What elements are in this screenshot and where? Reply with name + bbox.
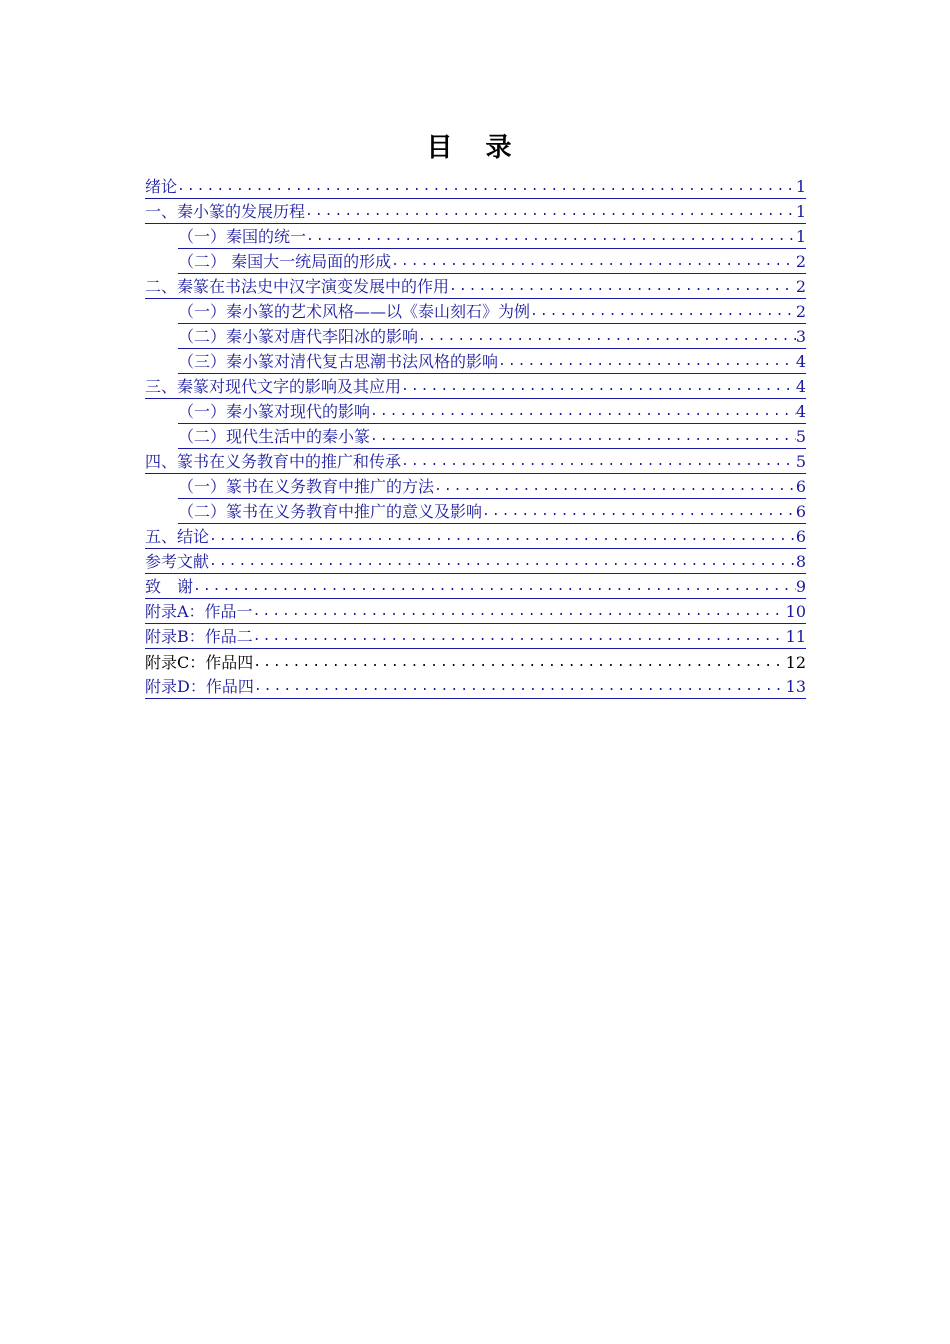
toc-entry-label: （二）篆书在义务教育中推广的意义及影响 [178, 502, 482, 524]
toc-entry[interactable] [145, 399, 806, 424]
toc-entry-label: 三、秦篆对现代文字的影响及其应用 [145, 377, 401, 399]
toc-entry[interactable] [145, 299, 806, 324]
toc-entry-label: （一）篆书在义务教育中推广的方法 [178, 477, 434, 499]
toc-dot-leader [498, 352, 796, 374]
toc-page-number: 9 [796, 577, 806, 599]
toc-dot-leader [305, 202, 796, 224]
toc-entry[interactable] [145, 599, 806, 624]
toc-dot-leader [254, 677, 786, 699]
toc-entry-label: 绪论 [145, 177, 177, 199]
toc-dot-leader [391, 252, 796, 274]
toc-entry[interactable] [145, 524, 806, 549]
toc-entry-label: 附录C：作品四 [145, 653, 254, 672]
toc-dot-leader [193, 577, 796, 599]
toc-entry[interactable] [145, 249, 806, 274]
toc-entry-label: 二、秦篆在书法史中汉字演变发展中的作用 [145, 277, 449, 299]
toc-entry[interactable] [145, 449, 806, 474]
toc-dot-leader [306, 227, 796, 249]
table-of-contents [145, 174, 806, 699]
toc-entry[interactable] [145, 474, 806, 499]
toc-entry[interactable] [145, 624, 806, 649]
toc-entry[interactable] [145, 499, 806, 524]
toc-page-number: 6 [796, 527, 806, 549]
toc-entry[interactable] [145, 374, 806, 399]
toc-entry-label: 四、篆书在义务教育中的推广和传承 [145, 452, 401, 474]
toc-page-number: 5 [796, 452, 806, 474]
toc-entry-label: 附录A：作品一 [145, 602, 253, 624]
toc-dot-leader [530, 302, 796, 324]
toc-entry-label: （三）秦小篆对清代复古思潮书法风格的影响 [178, 352, 498, 374]
toc-page-number: 6 [796, 502, 806, 524]
toc-entry[interactable] [145, 224, 806, 249]
toc-page-number: 5 [796, 427, 806, 449]
toc-dot-leader [209, 527, 796, 549]
toc-page-number: 1 [796, 227, 806, 249]
toc-entry-label: （二）现代生活中的秦小篆 [178, 427, 370, 449]
toc-dot-leader [253, 653, 785, 674]
toc-page-number: 4 [796, 402, 806, 424]
toc-page-number: 1 [796, 177, 806, 199]
toc-dot-leader [482, 502, 796, 524]
toc-page-number: 10 [786, 602, 806, 624]
toc-page-number: 2 [796, 277, 806, 299]
toc-page-number: 2 [796, 302, 806, 324]
toc-dot-leader [401, 377, 796, 399]
toc-entry[interactable] [145, 674, 806, 699]
toc-title: 目 录 [426, 133, 524, 163]
toc-entry[interactable] [145, 199, 806, 224]
toc-dot-leader [418, 327, 796, 349]
toc-entry-label: （一）秦小篆的艺术风格——以《泰山刻石》为例 [178, 302, 530, 324]
toc-dot-leader [253, 602, 786, 624]
toc-entry[interactable] [145, 324, 806, 349]
toc-dot-leader [449, 277, 796, 299]
toc-page-number: 13 [786, 677, 806, 699]
toc-page-number: 12 [785, 653, 806, 672]
toc-entry-label: （二）秦小篆对唐代李阳冰的影响 [178, 327, 418, 349]
toc-dot-leader [434, 477, 796, 499]
toc-page-number: 3 [796, 327, 806, 349]
toc-dot-leader [177, 177, 796, 199]
toc-entry-label: （一）秦国的统一 [178, 227, 306, 249]
toc-dot-leader [370, 402, 796, 424]
toc-entry[interactable] [145, 174, 806, 199]
toc-entry [145, 649, 806, 674]
toc-entry[interactable] [145, 549, 806, 574]
toc-entry-label: 致 谢 [145, 577, 193, 599]
toc-page-number: 4 [796, 352, 806, 374]
toc-dot-leader [370, 427, 796, 449]
toc-entry-label: 一、秦小篆的发展历程 [145, 202, 305, 224]
toc-entry[interactable] [145, 424, 806, 449]
toc-entry-label: （二） 秦国大一统局面的形成 [178, 252, 391, 274]
toc-entry[interactable] [145, 349, 806, 374]
toc-dot-leader [253, 627, 786, 649]
toc-entry-label: （一）秦小篆对现代的影响 [178, 402, 370, 424]
toc-entry-label: 参考文献 [145, 552, 209, 574]
toc-page-number: 6 [796, 477, 806, 499]
toc-entry-label: 五、结论 [145, 527, 209, 549]
toc-page-number: 1 [796, 202, 806, 224]
toc-page-number: 4 [796, 377, 806, 399]
toc-dot-leader [401, 452, 796, 474]
toc-page-number: 2 [796, 252, 806, 274]
toc-page-number: 8 [796, 552, 806, 574]
toc-entry-label: 附录D：作品四 [145, 677, 254, 699]
toc-entry-label: 附录B：作品二 [145, 627, 253, 649]
toc-entry[interactable] [145, 574, 806, 599]
toc-page-number: 11 [786, 627, 806, 649]
toc-entry[interactable] [145, 274, 806, 299]
toc-dot-leader [209, 552, 796, 574]
